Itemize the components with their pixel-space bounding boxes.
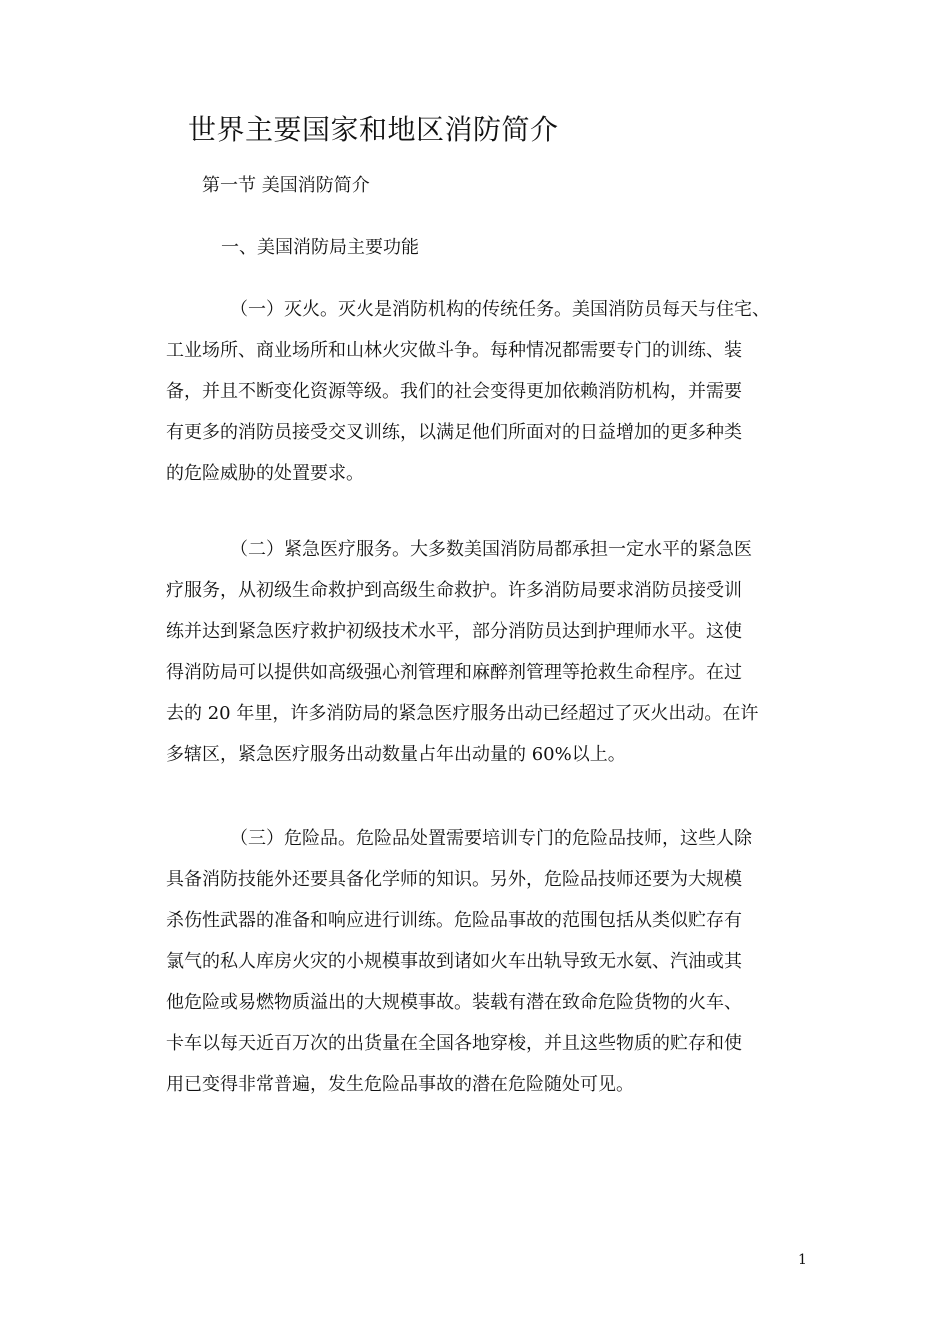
paragraph-line: （一）灭火。灭火是消防机构的传统任务。美国消防员每天与住宅、: [230, 299, 770, 320]
page-number: 1: [798, 1252, 807, 1268]
paragraph-line: 疗服务，从初级生命救护到高级生命救护。许多消防局要求消防员接受训: [166, 580, 742, 601]
document-title: 世界主要国家和地区消防简介: [188, 113, 559, 146]
paragraph-line: 他危险或易燃物质溢出的大规模事故。装载有潜在致命危险货物的火车、: [166, 992, 742, 1013]
paragraph-line: （三）危险品。危险品处置需要培训专门的危险品技师，这些人除: [230, 828, 752, 849]
paragraph-line: 具备消防技能外还要具备化学师的知识。另外，危险品技师还要为大规模: [166, 869, 742, 890]
paragraph-line: 工业场所、商业场所和山林火灾做斗争。每种情况都需要专门的训练、装: [166, 340, 742, 361]
paragraph-line: 氯气的私人库房火灾的小规模事故到诸如火车出轨导致无水氨、汽油或其: [166, 951, 742, 972]
paragraph-line: 用已变得非常普遍，发生危险品事故的潜在危险随处可见。: [166, 1074, 634, 1095]
subsection-title: 一、美国消防局主要功能: [221, 237, 419, 258]
paragraph-firefighting: [166, 296, 792, 501]
paragraph-line: 有更多的消防员接受交叉训练，以满足他们所面对的日益增加的更多种类: [166, 422, 742, 443]
paragraph-line: 多辖区，紧急医疗服务出动数量占年出动量的 60%以上。: [166, 744, 626, 765]
paragraph-hazardous-materials: [166, 825, 792, 1112]
section-title: 第一节 美国消防简介: [202, 175, 370, 196]
paragraph-line: 杀伤性武器的准备和响应进行训练。危险品事故的范围包括从类似贮存有: [166, 910, 742, 931]
paragraph-line: 得消防局可以提供如高级强心剂管理和麻醉剂管理等抢救生命程序。在过: [166, 662, 742, 683]
paragraph-line: 备，并且不断变化资源等级。我们的社会变得更加依赖消防机构，并需要: [166, 381, 742, 402]
paragraph-line: （二）紧急医疗服务。大多数美国消防局都承担一定水平的紧急医: [230, 539, 752, 560]
paragraph-line: 卡车以每天近百万次的出货量在全国各地穿梭，并且这些物质的贮存和使: [166, 1033, 742, 1054]
paragraph-emergency-medical: [166, 536, 792, 782]
paragraph-line: 练并达到紧急医疗救护初级技术水平，部分消防员达到护理师水平。这使: [166, 621, 742, 642]
paragraph-line: 的危险威胁的处置要求。: [166, 463, 364, 484]
paragraph-line: 去的 20 年里，许多消防局的紧急医疗服务出动已经超过了灭火出动。在许: [166, 703, 759, 724]
